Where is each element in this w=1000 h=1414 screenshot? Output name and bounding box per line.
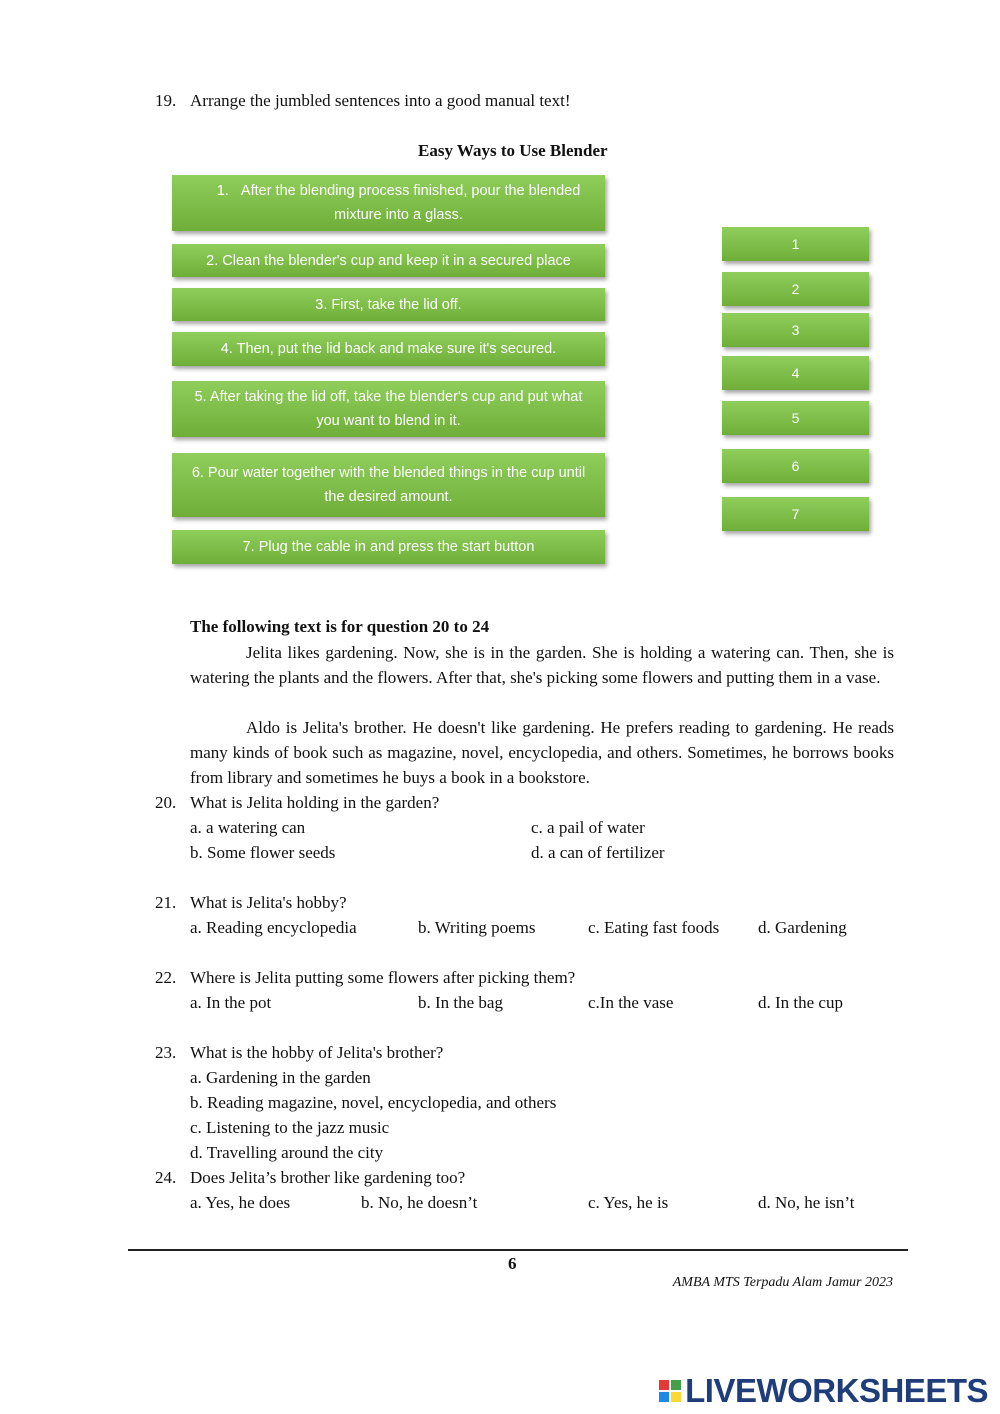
question-23-option-a[interactable]: a. Gardening in the garden bbox=[190, 1068, 371, 1087]
reading-paragraph-2 bbox=[190, 715, 894, 790]
answer-slot-7[interactable]: 7 bbox=[722, 497, 869, 531]
page-number: 6 bbox=[508, 1254, 517, 1273]
answer-slot-3[interactable]: 3 bbox=[722, 313, 869, 347]
question-21-option-b[interactable]: b. Writing poems bbox=[418, 918, 536, 937]
answer-slot-2[interactable]: 2 bbox=[722, 272, 869, 306]
logo-square-yellow bbox=[671, 1392, 681, 1402]
question-21-text: What is Jelita's hobby? bbox=[190, 893, 347, 912]
sentence-card-4[interactable]: 4. Then, put the lid back and make sure it's secured. bbox=[172, 332, 605, 366]
question-22-option-a[interactable]: a. In the pot bbox=[190, 993, 272, 1012]
brand-name: LIVEWORKSHEETS bbox=[685, 1372, 988, 1409]
question-21-option-a[interactable]: a. Reading encyclopedia bbox=[190, 918, 357, 937]
question-24-option-b[interactable]: b. No, he doesn’t bbox=[361, 1193, 478, 1212]
liveworksheets-logo-icon bbox=[659, 1380, 681, 1402]
question-20-option-a[interactable]: a. a watering can bbox=[190, 818, 306, 837]
question-20-option-d[interactable]: d. a can of fertilizer bbox=[531, 843, 665, 862]
question-20-text: What is Jelita holding in the garden? bbox=[190, 793, 440, 812]
logo-square-red bbox=[659, 1380, 669, 1390]
question-19-prompt: Arrange the jumbled sentences into a good manual text! bbox=[190, 91, 571, 110]
question-21-option-c[interactable]: c. Eating fast foods bbox=[588, 918, 720, 937]
question-19-number: 19. bbox=[155, 91, 177, 110]
question-21-option-d[interactable]: d. Gardening bbox=[758, 918, 847, 937]
answer-slot-4[interactable]: 4 bbox=[722, 356, 869, 390]
question-23-option-d[interactable]: d. Travelling around the city bbox=[190, 1143, 384, 1162]
logo-square-blue bbox=[659, 1392, 669, 1402]
question-23-number: 23. bbox=[155, 1043, 177, 1062]
question-20-option-b[interactable]: b. Some flower seeds bbox=[190, 843, 336, 862]
question-23-text: What is the hobby of Jelita's brother? bbox=[190, 1043, 444, 1062]
reading-paragraph-1-text: Jelita likes gardening. Now, she is in the garden. She is holding a watering can. Then, she is watering the plants and the flowers. After that, she's picking some flowers and putting them in a vase. bbox=[190, 643, 894, 687]
question-20-number: 20. bbox=[155, 793, 177, 812]
sentence-card-3[interactable]: 3. First, take the lid off. bbox=[172, 288, 605, 321]
question-24-number: 24. bbox=[155, 1168, 177, 1187]
footer-source: AMBA MTS Terpadu Alam Jamur 2023 bbox=[672, 1275, 893, 1290]
question-23-option-b[interactable]: b. Reading magazine, novel, encyclopedia, and others bbox=[190, 1093, 557, 1112]
question-22-number: 22. bbox=[155, 968, 177, 987]
sentence-card-7[interactable]: 7. Plug the cable in and press the start button bbox=[172, 530, 605, 564]
logo-square-green bbox=[671, 1380, 681, 1390]
answer-slot-1[interactable]: 1 bbox=[722, 227, 869, 261]
reading-paragraph-1 bbox=[190, 640, 894, 690]
sentence-card-2[interactable]: 2. Clean the blender's cup and keep it in a secured place bbox=[172, 244, 605, 277]
sentence-card-1[interactable]: 1. After the blending process finished, pour the blended mixture into a glass. bbox=[172, 175, 605, 231]
question-21-number: 21. bbox=[155, 893, 177, 912]
liveworksheets-brand[interactable] bbox=[659, 1372, 988, 1410]
question-23-option-c[interactable]: c. Listening to the jazz music bbox=[190, 1118, 390, 1137]
footer-divider bbox=[128, 1249, 908, 1251]
answer-slot-6[interactable]: 6 bbox=[722, 449, 869, 483]
manual-title: Easy Ways to Use Blender bbox=[418, 141, 608, 160]
question-22-option-b[interactable]: b. In the bag bbox=[418, 993, 503, 1012]
question-20-option-c[interactable]: c. a pail of water bbox=[531, 818, 645, 837]
answer-slot-5[interactable]: 5 bbox=[722, 401, 869, 435]
reading-paragraph-2-text: Aldo is Jelita's brother. He doesn't like gardening. He prefers reading to gardening. He reads many kinds of book such as magazine, novel, encyclopedia, and others. Sometimes, he borrows books from library and sometimes he buys a book in a bookstore. bbox=[190, 718, 894, 787]
question-22-text: Where is Jelita putting some flowers after picking them? bbox=[190, 968, 576, 987]
question-24-option-a[interactable]: a. Yes, he does bbox=[190, 1193, 291, 1212]
question-24-option-d[interactable]: d. No, he isn’t bbox=[758, 1193, 855, 1212]
sentence-card-6[interactable]: 6. Pour water together with the blended things in the cup until the desired amount. bbox=[172, 453, 605, 517]
question-22-option-c[interactable]: c.In the vase bbox=[588, 993, 674, 1012]
reading-heading: The following text is for question 20 to 24 bbox=[190, 617, 490, 636]
question-22-option-d[interactable]: d. In the cup bbox=[758, 993, 843, 1012]
question-24-text: Does Jelita’s brother like gardening too? bbox=[190, 1168, 466, 1187]
question-24-option-c[interactable]: c. Yes, he is bbox=[588, 1193, 669, 1212]
sentence-card-5[interactable]: 5. After taking the lid off, take the blender's cup and put what you want to blend in it. bbox=[172, 381, 605, 437]
